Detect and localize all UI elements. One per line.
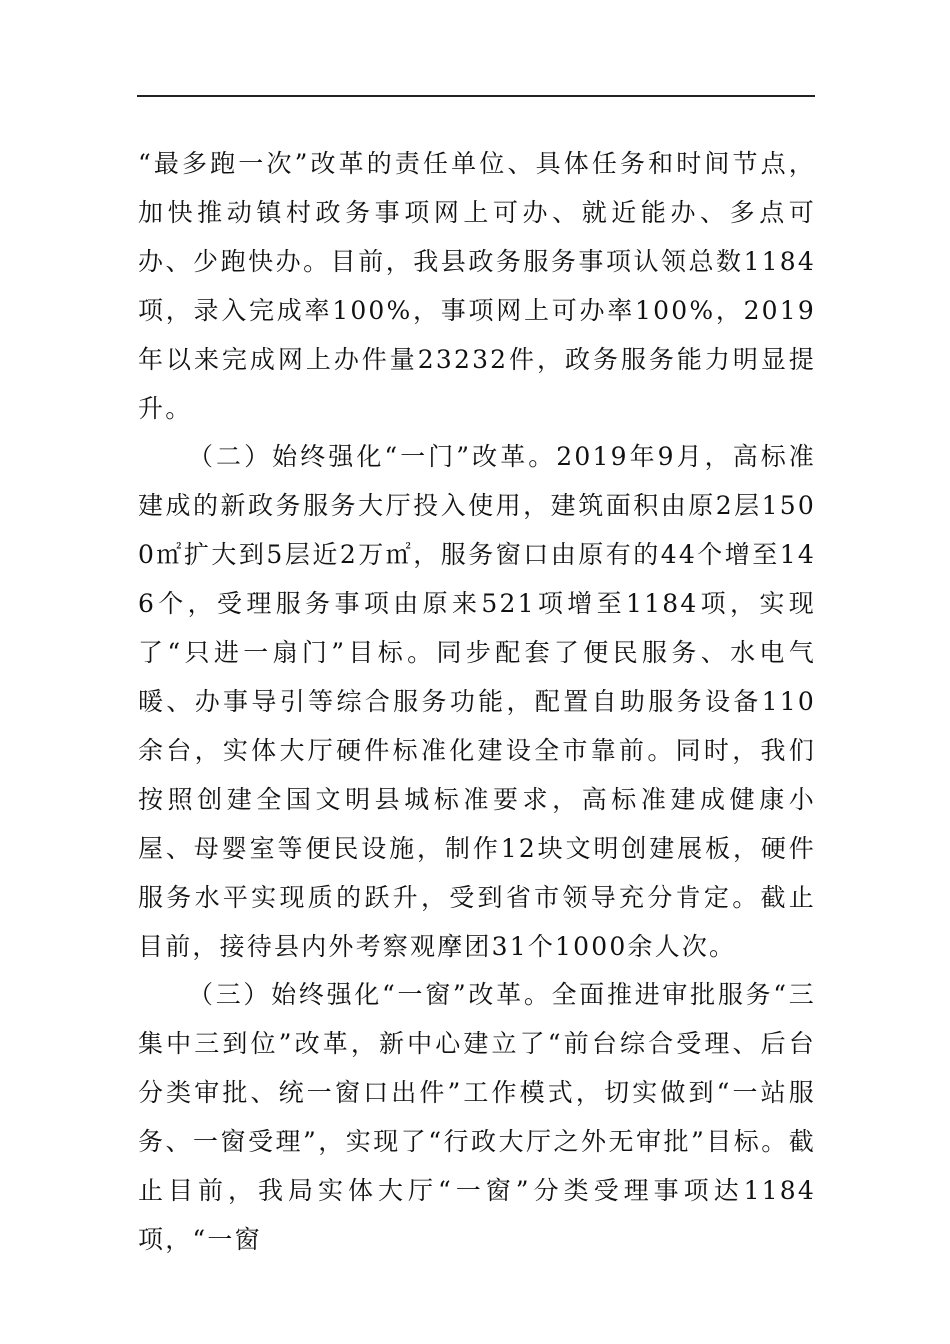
paragraph-one-window-reform: （三）始终强化“一窗”改革。全面推进审批服务“三集中三到位”改革，新中心建立了“前台综合受理、后台分类审批、统一窗口出件”工作模式，切实做到“一站服务、一窗受理”，实现了“行政大厅之外无审批”目标。截止目前，我局实体大厅“一窗”分类受理事项达1184项，“一窗	[138, 980, 816, 1254]
document-body	[138, 140, 816, 1265]
header-rule	[137, 95, 815, 97]
paragraph-one-door-reform: （二）始终强化“一门”改革。2019年9月，高标准建成的新政务服务大厅投入使用，建筑面积由原2层1500㎡扩大到5层近2万㎡，服务窗口由原有的44个增至146个，受理服务事项由原来521项增至1184项，实现了“只进一扇门”目标。同步配套了便民服务、水电气暖、办事导引等综合服务功能，配置自助服务设备110余台，实体大厅硬件标准化建设全市靠前。同时，我们按照创建全国文明县城标准要求，高标准建成健康小屋、母婴室等便民设施，制作12块文明创建展板，硬件服务水平实现质的跃升，受到省市领导充分肯定。截止目前，接待县内外考察观摩团31个1000余人次。	[138, 442, 816, 961]
paragraph-online-services: “最多跑一次”改革的责任单位、具体任务和时间节点，加快推动镇村政务事项网上可办、就近能办、多点可办、少跑快办。目前，我县政务服务事项认领总数1184项，录入完成率100%，事项网上可办率100%，2019年以来完成网上办件量23232件，政务服务能力明显提升。	[138, 149, 816, 423]
